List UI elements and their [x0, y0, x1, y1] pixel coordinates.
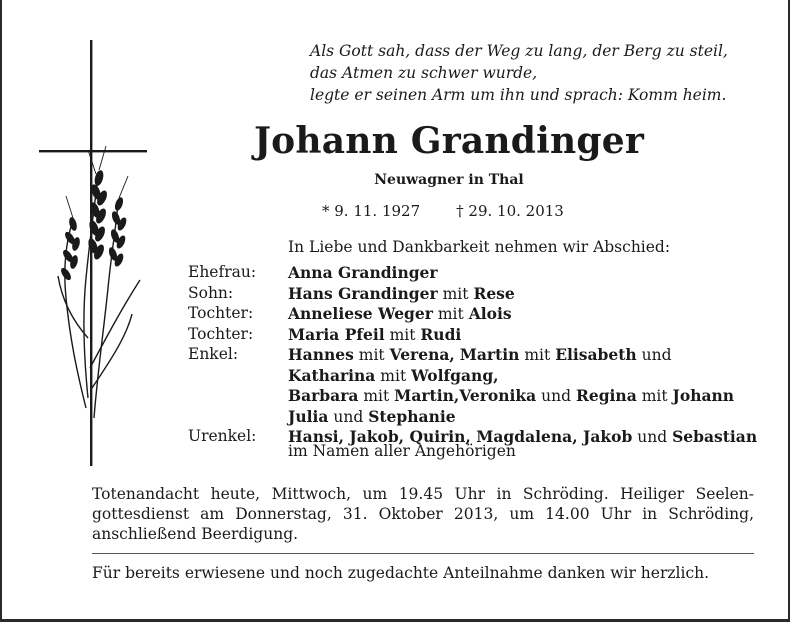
family-list — [188, 263, 758, 448]
family-closing: im Namen aller Angehörigen — [288, 442, 516, 460]
family-member: Rese — [473, 283, 515, 303]
family-member: Martin, — [394, 386, 460, 405]
family-member: Hansi, Jakob, Quirin, Magdalena, Jakob — [288, 427, 633, 446]
connector-word: und — [641, 346, 672, 364]
family-member: Verena, — [389, 345, 455, 364]
family-member: Hans Grandinger — [288, 283, 438, 303]
family-member: Anneliese Weger — [288, 304, 433, 323]
poem-line: Als Gott sah, dass der Weg zu lang, der Berg zu steil, — [310, 42, 728, 60]
connector-word: mit — [442, 284, 469, 303]
family-member: Rudi — [420, 324, 462, 344]
family-row-daughter — [188, 325, 758, 346]
family-member: Anna Grandinger — [288, 263, 438, 282]
life-dates — [322, 202, 564, 220]
death-date: † 29. 10. 2013 — [456, 202, 564, 220]
service-line: gottesdienst am Donnerstag, 31. Oktober 2013, um 14.00 Uhr in Schröding, — [92, 505, 754, 523]
deceased-name: Johann Grandinger — [253, 120, 645, 162]
divider-line — [92, 553, 754, 554]
family-member: Maria Pfeil — [288, 324, 385, 344]
family-row-grandchildren — [188, 345, 758, 427]
connector-word: mit — [380, 366, 407, 385]
family-member: Julia — [288, 406, 329, 426]
connector-word: mit — [363, 387, 390, 405]
service-line: anschließend Beerdigung. — [92, 525, 299, 543]
service-info — [92, 484, 754, 544]
poem-line: das Atmen zu schwer wurde, — [310, 64, 538, 82]
farewell-intro: In Liebe und Dankbarkeit nehmen wir Abschied: — [288, 238, 671, 256]
family-member: Barbara — [288, 386, 359, 405]
poem-line: legte er seinen Arm um ihn und sprach: Komm heim. — [310, 86, 727, 104]
connector-word: mit — [524, 346, 551, 364]
family-member: Johann — [672, 386, 735, 405]
family-member: Wolfgang, — [411, 365, 499, 385]
family-role: Tochter: — [188, 324, 254, 343]
birth-date: * 9. 11. 1927 — [322, 202, 421, 220]
connector-word: mit — [389, 325, 416, 344]
deceased-subtitle: Neuwagner in Thal — [374, 172, 524, 188]
connector-word: mit — [358, 346, 385, 364]
family-row-son — [188, 284, 758, 305]
family-row-wife — [188, 263, 758, 284]
family-member: Veronika — [459, 386, 537, 405]
connector-word: mit — [437, 305, 464, 323]
connector-word: und — [637, 428, 668, 446]
family-member: Alois — [468, 304, 512, 323]
family-row-daughter — [188, 304, 758, 325]
family-member: Elisabeth — [555, 345, 637, 364]
family-member: Stephanie — [368, 406, 456, 426]
connector-word: mit — [641, 387, 668, 405]
family-member: Hannes — [288, 345, 354, 364]
family-role: Sohn: — [188, 283, 234, 302]
connector-word: und — [541, 387, 572, 405]
family-role: Ehefrau: — [188, 263, 257, 281]
family-member: Regina — [575, 386, 637, 405]
thanks-note: Für bereits erwiesene und noch zugedachte Anteilnahme danken wir herzlich. — [92, 564, 710, 582]
service-line: Totenandacht heute, Mittwoch, um 19.45 Uhr in Schröding. Heiliger Seelen- — [92, 485, 754, 503]
frame-left-border — [0, 0, 2, 622]
poem-verse — [310, 40, 760, 106]
family-role: Urenkel: — [188, 427, 257, 445]
family-role: Enkel: — [188, 345, 239, 363]
cross-with-wheat-icon — [36, 38, 156, 468]
family-member: Sebastian — [672, 427, 758, 446]
family-role: Tochter: — [188, 304, 254, 322]
family-member: Martin — [459, 345, 520, 364]
connector-word: und — [333, 407, 364, 426]
family-member: Katharina — [288, 365, 376, 385]
